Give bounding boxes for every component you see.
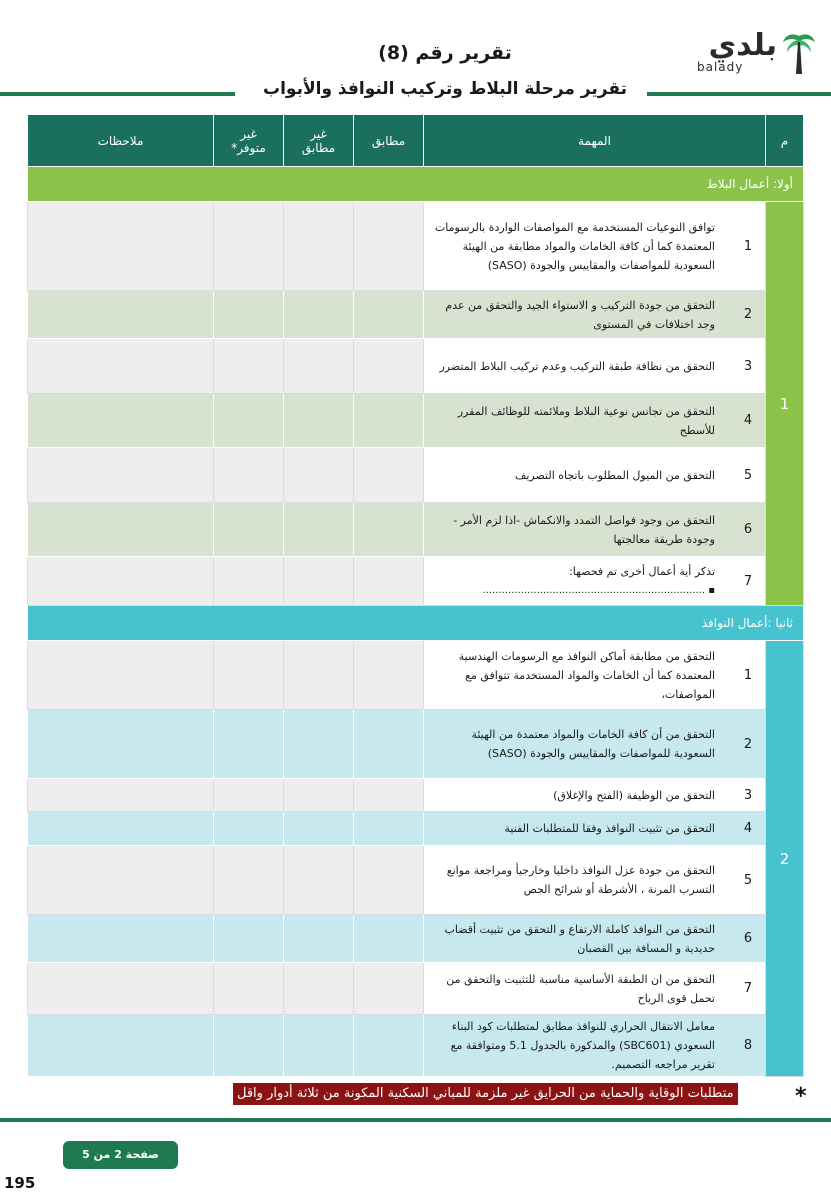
noncompliant-cell[interactable] — [284, 779, 354, 812]
row-number: 5 — [743, 872, 753, 888]
compliant-cell[interactable] — [354, 812, 424, 846]
table-row — [28, 503, 804, 557]
noncompliant-cell[interactable] — [284, 202, 354, 291]
unavailable-cell[interactable] — [214, 779, 284, 812]
row-number: 4 — [743, 821, 753, 836]
unavailable-cell[interactable] — [214, 915, 284, 963]
table-row — [28, 963, 804, 1015]
table-header-row — [28, 115, 804, 167]
notes-cell[interactable] — [28, 963, 214, 1015]
notes-cell[interactable] — [28, 557, 214, 606]
notes-cell[interactable] — [28, 202, 214, 291]
unavailable-cell[interactable] — [214, 710, 284, 779]
task-cell — [424, 1015, 766, 1077]
task-cell — [424, 503, 766, 557]
row-number: 6 — [743, 522, 753, 537]
noncompliant-cell[interactable] — [284, 812, 354, 846]
task-text: التحقق من جودة عزل النوافذ داخليا وخارجيأ ومراجعة موانع التسرب المرنة ، الأشرطة أو شرائح الجص — [446, 864, 715, 896]
task-text: التحقق من تثبيت النوافذ وفقا للمتطلبات الفنية — [504, 822, 715, 835]
section-title: أولا: أعمال البلاط — [28, 167, 804, 202]
notes-cell[interactable] — [28, 812, 214, 846]
footnote-text: متطلبات الوقاية والحماية من الحرايق غير ملزمة للمباني السكنية المكونة من ثلاثة أدوار واقل — [233, 1083, 738, 1105]
row-number: 5 — [743, 467, 753, 483]
compliant-cell[interactable] — [354, 448, 424, 503]
table-row — [28, 557, 804, 606]
unavailable-cell[interactable] — [214, 503, 284, 557]
notes-cell[interactable] — [28, 1015, 214, 1077]
task-text: التحقق من ان الطبقة الأساسية مناسبة للتثبيت والتحقق من تحمل قوى الرياح — [446, 972, 715, 1005]
footnote-star: * — [795, 1084, 807, 1109]
task-cell — [424, 291, 766, 339]
col-notes: ملاحظات — [28, 115, 214, 167]
section-row — [28, 167, 804, 202]
task-text: التحقق من مطابقة أماكن النوافذ مع الرسومات الهندسية المعتمدة كما أن الخامات والمواد المستخدمة تتوافق مع المواصفات، — [458, 649, 715, 701]
unavailable-cell[interactable] — [214, 448, 284, 503]
logo-latin: balady — [697, 60, 744, 74]
compliant-cell[interactable] — [354, 503, 424, 557]
page-indicator: صفحة 2 من 5 — [63, 1141, 178, 1169]
task-cell — [424, 394, 766, 448]
header-left-rule — [0, 92, 235, 96]
task-text: التحقق من وجود فواصل التمدد والانكماش -اذا لزم الأمر - وجودة طريقة معالجتها — [453, 513, 715, 546]
row-number: 3 — [743, 358, 753, 374]
header-right-rule — [647, 92, 831, 96]
noncompliant-cell[interactable] — [284, 339, 354, 394]
task-cell — [424, 339, 766, 394]
group-number: 2 — [766, 641, 804, 1077]
row-number: 1 — [743, 238, 753, 254]
table-row — [28, 710, 804, 779]
inspection-table — [27, 114, 804, 1077]
unavailable-cell[interactable] — [214, 812, 284, 846]
noncompliant-cell[interactable] — [284, 503, 354, 557]
row-number: 6 — [743, 931, 753, 946]
task-cell — [424, 812, 766, 846]
compliant-cell[interactable] — [354, 339, 424, 394]
section-title: ثانيا :أعمال النوافذ — [28, 606, 804, 641]
table-row — [28, 641, 804, 710]
task-cell — [424, 779, 766, 812]
table-row — [28, 1015, 804, 1077]
col-task: المهمة — [424, 115, 766, 167]
noncompliant-cell[interactable] — [284, 394, 354, 448]
noncompliant-cell[interactable] — [284, 1015, 354, 1077]
footer-rule — [0, 1118, 831, 1122]
notes-cell[interactable] — [28, 448, 214, 503]
compliant-cell[interactable] — [354, 963, 424, 1015]
unavailable-cell[interactable] — [214, 641, 284, 710]
notes-cell[interactable] — [28, 915, 214, 963]
task-other-line[interactable]: ▪ ...................................................................... — [482, 585, 715, 596]
task-cell — [424, 202, 766, 291]
task-cell — [424, 641, 766, 710]
table-row — [28, 202, 804, 291]
noncompliant-cell[interactable] — [284, 963, 354, 1015]
col-compliant: مطابق — [354, 115, 424, 167]
task-cell — [424, 448, 766, 503]
compliant-cell[interactable] — [354, 846, 424, 915]
report-title: تقرير مرحلة البلاط وتركيب النوافذ والأبواب — [263, 79, 627, 99]
task-text: التحقق من تجانس نوعية البلاط وملائمته للوظائف المقرر للأسطح — [457, 404, 715, 437]
section-row — [28, 606, 804, 641]
unavailable-cell[interactable] — [214, 557, 284, 606]
notes-cell[interactable] — [28, 339, 214, 394]
task-cell — [424, 846, 766, 915]
table-row — [28, 846, 804, 915]
noncompliant-cell[interactable] — [284, 557, 354, 606]
logo-arabic: بلدي — [708, 28, 777, 63]
compliant-cell[interactable] — [354, 710, 424, 779]
group-number: 1 — [766, 202, 804, 606]
task-text: التحقق من أن كافة الخامات والمواد معتمدة من الهيئة السعودية للمواصفات والمقاييس والجودة (SASO) — [471, 728, 715, 760]
compliant-cell[interactable] — [354, 394, 424, 448]
notes-cell[interactable] — [28, 710, 214, 779]
task-cell — [424, 963, 766, 1015]
row-number: 7 — [743, 981, 753, 996]
page-number: 195 — [4, 1174, 36, 1192]
compliant-cell[interactable] — [354, 291, 424, 339]
unavailable-cell[interactable] — [214, 963, 284, 1015]
noncompliant-cell[interactable] — [284, 641, 354, 710]
task-text: توافق النوعيات المستخدمة مع المواصفات الواردة بالرسومات المعتمدة كما أن كافة الخامات والمواد مطابقة من الهيئة السعودية للمواصفات والمقاييس والجودة (SASO) — [434, 220, 715, 272]
task-cell — [424, 710, 766, 779]
row-number: 7 — [743, 573, 753, 589]
task-text: التحقق من جودة التركيب و الاستواء الجيد والتحقق من عدم وجد اختلافات في المستوى — [445, 298, 715, 331]
row-number: 2 — [743, 307, 753, 322]
unavailable-cell[interactable] — [214, 394, 284, 448]
task-text: التحقق من النوافذ كاملة الارتفاع و التحقق من تثبيت أقضاب حديدية و المسافة بين القضبان — [444, 922, 715, 955]
unavailable-cell[interactable] — [214, 202, 284, 291]
unavailable-cell[interactable] — [214, 339, 284, 394]
table-row — [28, 339, 804, 394]
noncompliant-cell[interactable] — [284, 846, 354, 915]
task-cell — [424, 557, 766, 606]
notes-cell[interactable] — [28, 641, 214, 710]
unavailable-cell[interactable] — [214, 1015, 284, 1077]
palm-icon — [781, 30, 817, 76]
compliant-cell[interactable] — [354, 557, 424, 606]
task-text: تذكر أية أعمال أخرى تم فحصها: — [569, 565, 715, 578]
row-number: 8 — [743, 1038, 753, 1053]
compliant-cell[interactable] — [354, 915, 424, 963]
notes-cell[interactable] — [28, 291, 214, 339]
task-text: التحقق من الوظيفة (الفتح والإغلاق) — [553, 788, 715, 802]
table-row — [28, 394, 804, 448]
task-cell — [424, 915, 766, 963]
table-row — [28, 915, 804, 963]
report-number: تقرير رقم (8) — [378, 42, 512, 64]
task-text: التحقق من الميول المطلوب باتجاه التصريف — [514, 468, 715, 482]
col-unavailable: غير متوفر* — [214, 115, 284, 167]
noncompliant-cell[interactable] — [284, 291, 354, 339]
noncompliant-cell[interactable] — [284, 915, 354, 963]
task-text: معامل الانتقال الحراري للنوافذ مطابق لمتطلبات كود البناء السعودي (SBC601) والمذكورة بالجدول 5.1 ومتوافقة مع تقرير مراجعه التصميم. — [450, 1020, 715, 1071]
row-number: 2 — [743, 736, 753, 752]
notes-cell[interactable] — [28, 779, 214, 812]
unavailable-cell[interactable] — [214, 846, 284, 915]
table-row — [28, 779, 804, 812]
compliant-cell[interactable] — [354, 202, 424, 291]
compliant-cell[interactable] — [354, 779, 424, 812]
noncompliant-cell[interactable] — [284, 448, 354, 503]
row-number: 1 — [743, 667, 753, 683]
row-number: 3 — [743, 787, 753, 803]
col-noncompliant: غير مطابق — [284, 115, 354, 167]
balady-logo — [697, 28, 817, 80]
table-row — [28, 448, 804, 503]
notes-cell[interactable] — [28, 846, 214, 915]
task-text: التحقق من نظافة طبقة التركيب وعدم تركيب البلاط المتضرر — [439, 359, 715, 373]
table-row — [28, 812, 804, 846]
col-index: م — [766, 115, 804, 167]
compliant-cell[interactable] — [354, 1015, 424, 1077]
row-number: 4 — [743, 413, 753, 428]
noncompliant-cell[interactable] — [284, 710, 354, 779]
notes-cell[interactable] — [28, 503, 214, 557]
table-row — [28, 291, 804, 339]
notes-cell[interactable] — [28, 394, 214, 448]
unavailable-cell[interactable] — [214, 291, 284, 339]
compliant-cell[interactable] — [354, 641, 424, 710]
